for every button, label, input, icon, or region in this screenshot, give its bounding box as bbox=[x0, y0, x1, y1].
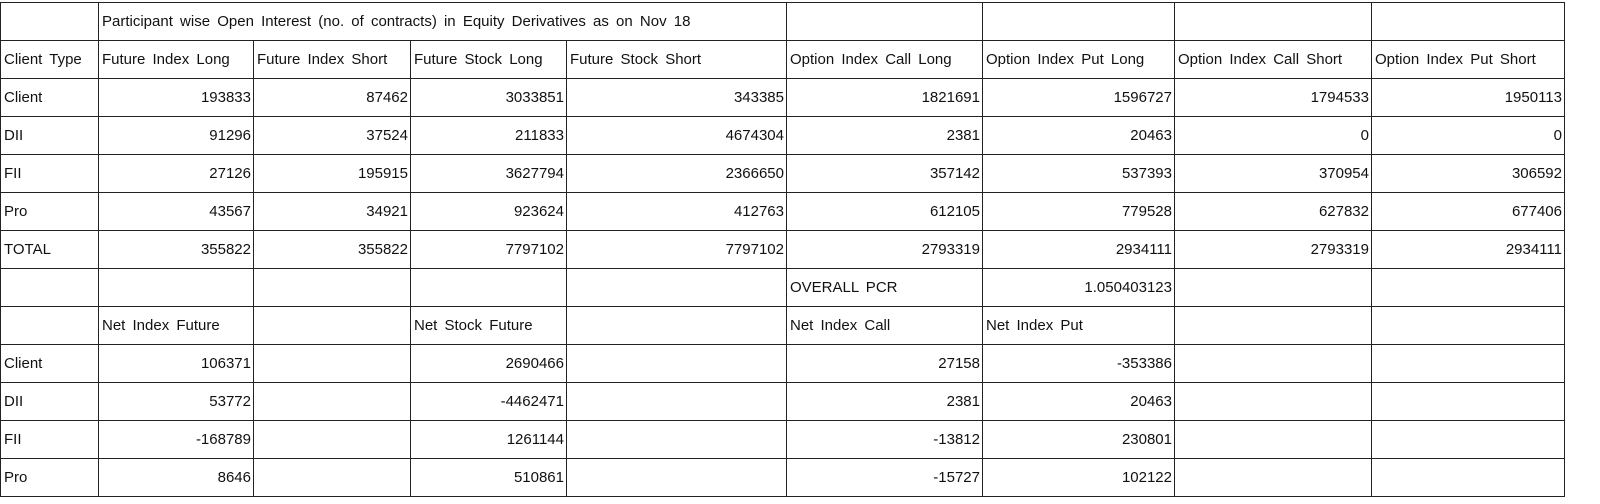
row-label[interactable]: FII bbox=[1, 421, 99, 459]
table-cell[interactable]: 8646 bbox=[99, 459, 254, 497]
table-cell[interactable]: 102122 bbox=[983, 459, 1175, 497]
table-cell[interactable]: 612105 bbox=[787, 193, 983, 231]
table-cell[interactable]: 2793319 bbox=[787, 231, 983, 269]
header-client-type[interactable]: Client Type bbox=[1, 41, 99, 79]
header-option-index-put-short[interactable]: Option Index Put Short bbox=[1372, 41, 1565, 79]
table-row bbox=[1, 79, 1565, 117]
blank-cell[interactable] bbox=[254, 459, 411, 497]
header-option-index-call-long[interactable]: Option Index Call Long bbox=[787, 41, 983, 79]
blank-cell[interactable] bbox=[1175, 459, 1372, 497]
table-cell[interactable]: 370954 bbox=[1175, 155, 1372, 193]
table-cell[interactable]: 2381 bbox=[787, 383, 983, 421]
header-future-stock-long[interactable]: Future Stock Long bbox=[411, 41, 567, 79]
table-cell[interactable]: 7797102 bbox=[411, 231, 567, 269]
table-cell[interactable]: 537393 bbox=[983, 155, 1175, 193]
table-cell[interactable]: 343385 bbox=[567, 79, 787, 117]
blank-cell[interactable] bbox=[1372, 459, 1565, 497]
table-cell[interactable]: 1794533 bbox=[1175, 79, 1372, 117]
header-net-index-future[interactable]: Net Index Future bbox=[99, 307, 254, 345]
table-cell[interactable]: 230801 bbox=[983, 421, 1175, 459]
table-cell[interactable]: 43567 bbox=[99, 193, 254, 231]
table-cell[interactable]: 87462 bbox=[254, 79, 411, 117]
blank-cell[interactable] bbox=[1372, 345, 1565, 383]
table-cell[interactable]: 627832 bbox=[1175, 193, 1372, 231]
table-cell[interactable]: 27158 bbox=[787, 345, 983, 383]
table-cell[interactable]: 193833 bbox=[99, 79, 254, 117]
blank-cell[interactable] bbox=[567, 383, 787, 421]
header-row bbox=[1, 41, 1565, 79]
header-option-index-call-short[interactable]: Option Index Call Short bbox=[1175, 41, 1372, 79]
blank-cell[interactable] bbox=[1, 307, 99, 345]
table-cell[interactable]: 106371 bbox=[99, 345, 254, 383]
table-cell[interactable]: 2793319 bbox=[1175, 231, 1372, 269]
blank-cell[interactable] bbox=[254, 269, 411, 307]
table-row bbox=[1, 117, 1565, 155]
table-cell[interactable]: 0 bbox=[1372, 117, 1565, 155]
table-cell[interactable]: 1821691 bbox=[787, 79, 983, 117]
blank-cell[interactable] bbox=[1175, 345, 1372, 383]
table-cell[interactable]: 779528 bbox=[983, 193, 1175, 231]
table-cell[interactable]: -4462471 bbox=[411, 383, 567, 421]
blank-cell[interactable] bbox=[254, 383, 411, 421]
pcr-value[interactable]: 1.050403123 bbox=[983, 269, 1175, 307]
blank-cell[interactable] bbox=[1372, 3, 1565, 41]
table-cell[interactable]: 2934111 bbox=[983, 231, 1175, 269]
net-row bbox=[1, 345, 1565, 383]
row-label[interactable]: FII bbox=[1, 155, 99, 193]
table-cell[interactable]: 7797102 bbox=[567, 231, 787, 269]
blank-cell[interactable] bbox=[567, 307, 787, 345]
blank-cell[interactable] bbox=[99, 269, 254, 307]
table-cell[interactable]: 4674304 bbox=[567, 117, 787, 155]
table-cell[interactable]: 20463 bbox=[983, 383, 1175, 421]
blank-cell[interactable] bbox=[1175, 3, 1372, 41]
table-cell[interactable]: 412763 bbox=[567, 193, 787, 231]
table-cell[interactable]: 355822 bbox=[254, 231, 411, 269]
blank-cell[interactable] bbox=[1175, 269, 1372, 307]
table-cell[interactable]: 211833 bbox=[411, 117, 567, 155]
blank-cell[interactable] bbox=[1, 269, 99, 307]
blank-cell[interactable] bbox=[567, 421, 787, 459]
blank-cell[interactable] bbox=[567, 459, 787, 497]
blank-cell[interactable] bbox=[567, 269, 787, 307]
net-header-row bbox=[1, 307, 1565, 345]
pcr-row bbox=[1, 269, 1565, 307]
blank-cell[interactable] bbox=[1175, 383, 1372, 421]
table-cell[interactable]: 306592 bbox=[1372, 155, 1565, 193]
header-net-index-put[interactable]: Net Index Put bbox=[983, 307, 1175, 345]
open-interest-table bbox=[0, 2, 1565, 497]
header-future-index-long[interactable]: Future Index Long bbox=[99, 41, 254, 79]
table-cell[interactable]: 3627794 bbox=[411, 155, 567, 193]
table-cell[interactable]: 1596727 bbox=[983, 79, 1175, 117]
table-cell[interactable]: 1261144 bbox=[411, 421, 567, 459]
blank-cell[interactable] bbox=[787, 3, 983, 41]
table-cell[interactable]: 37524 bbox=[254, 117, 411, 155]
blank-cell[interactable] bbox=[254, 421, 411, 459]
table-cell[interactable]: -353386 bbox=[983, 345, 1175, 383]
net-row bbox=[1, 421, 1565, 459]
table-cell[interactable]: 510861 bbox=[411, 459, 567, 497]
blank-cell[interactable] bbox=[567, 345, 787, 383]
table-cell[interactable]: 2366650 bbox=[567, 155, 787, 193]
row-label[interactable]: DII bbox=[1, 117, 99, 155]
blank-cell[interactable] bbox=[411, 269, 567, 307]
table-cell[interactable]: 91296 bbox=[99, 117, 254, 155]
row-label[interactable]: DII bbox=[1, 383, 99, 421]
blank-cell[interactable] bbox=[1, 3, 99, 41]
table-cell[interactable]: 0 bbox=[1175, 117, 1372, 155]
table-cell[interactable]: 53772 bbox=[99, 383, 254, 421]
net-row bbox=[1, 383, 1565, 421]
blank-cell[interactable] bbox=[254, 345, 411, 383]
header-future-index-short[interactable]: Future Index Short bbox=[254, 41, 411, 79]
row-label[interactable]: Pro bbox=[1, 193, 99, 231]
blank-cell[interactable] bbox=[1372, 307, 1565, 345]
header-future-stock-short[interactable]: Future Stock Short bbox=[567, 41, 787, 79]
row-label[interactable]: Pro bbox=[1, 459, 99, 497]
blank-cell[interactable] bbox=[1175, 421, 1372, 459]
table-cell[interactable]: 355822 bbox=[99, 231, 254, 269]
row-label[interactable]: Client bbox=[1, 79, 99, 117]
table-cell[interactable]: 2381 bbox=[787, 117, 983, 155]
table-cell[interactable]: -13812 bbox=[787, 421, 983, 459]
blank-cell[interactable] bbox=[983, 3, 1175, 41]
table-cell[interactable]: 20463 bbox=[983, 117, 1175, 155]
table-cell[interactable]: 27126 bbox=[99, 155, 254, 193]
table-cell[interactable]: -15727 bbox=[787, 459, 983, 497]
table-cell[interactable]: 1950113 bbox=[1372, 79, 1565, 117]
blank-cell[interactable] bbox=[254, 307, 411, 345]
table-title[interactable]: Participant wise Open Interest (no. of contracts) in Equity Derivatives as on Nov 18 bbox=[99, 3, 787, 41]
table-cell[interactable]: -168789 bbox=[99, 421, 254, 459]
table-row bbox=[1, 155, 1565, 193]
table-cell[interactable]: 2934111 bbox=[1372, 231, 1565, 269]
table-cell[interactable]: 677406 bbox=[1372, 193, 1565, 231]
blank-cell[interactable] bbox=[1372, 383, 1565, 421]
title-row bbox=[1, 3, 1565, 41]
header-net-stock-future[interactable]: Net Stock Future bbox=[411, 307, 567, 345]
total-row bbox=[1, 231, 1565, 269]
pcr-label[interactable]: OVERALL PCR bbox=[787, 269, 983, 307]
row-label[interactable]: TOTAL bbox=[1, 231, 99, 269]
table-row bbox=[1, 193, 1565, 231]
blank-cell[interactable] bbox=[1372, 269, 1565, 307]
table-cell[interactable]: 2690466 bbox=[411, 345, 567, 383]
header-option-index-put-long[interactable]: Option Index Put Long bbox=[983, 41, 1175, 79]
table-cell[interactable]: 195915 bbox=[254, 155, 411, 193]
net-row bbox=[1, 459, 1565, 497]
row-label[interactable]: Client bbox=[1, 345, 99, 383]
table-cell[interactable]: 357142 bbox=[787, 155, 983, 193]
table-cell[interactable]: 34921 bbox=[254, 193, 411, 231]
table-cell[interactable]: 3033851 bbox=[411, 79, 567, 117]
blank-cell[interactable] bbox=[1372, 421, 1565, 459]
blank-cell[interactable] bbox=[1175, 307, 1372, 345]
table-cell[interactable]: 923624 bbox=[411, 193, 567, 231]
header-net-index-call[interactable]: Net Index Call bbox=[787, 307, 983, 345]
